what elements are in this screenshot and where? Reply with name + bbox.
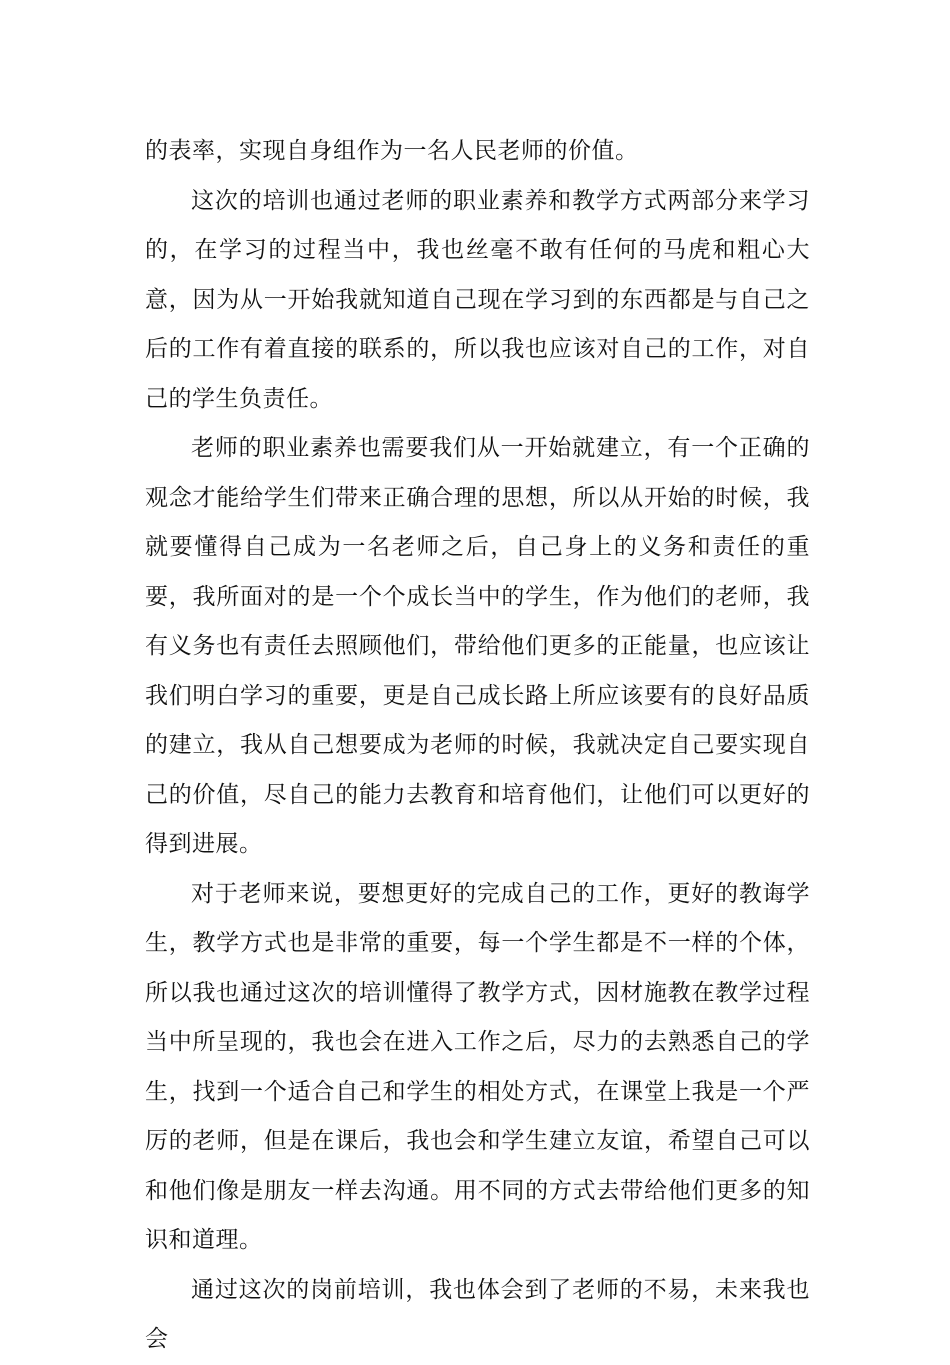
paragraph: 对于老师来说，要想更好的完成自己的工作，更好的教诲学生，教学方式也是非常的重要，每一个学生都是不一样的个体，所以我也通过这次的培训懂得了教学方式，因材施教在教学过程当中所呈现的，我也会在进入工作之后，尽力的去熟悉自己的学生，找到一个适合自己和学生的相处方式，在课堂上我是一个严厉的老师，但是在课后，我也会和学生建立友谊，希望自己可以和他们像是朋友一样去沟通。用不同的方式去带给他们更多的知识和道理。 [145,880,810,1253]
paragraph: 这次的培训也通过老师的职业素养和教学方式两部分来学习的，在学习的过程当中，我也丝毫不敢有任何的马虎和粗心大意，因为从一开始我就知道自己现在学习到的东西都是与自己之后的工作有着直接的联系的，所以我也应该对自己的工作，对自己的学生负责任。 [145,187,810,412]
document-body [145,127,810,1365]
paragraph: 通过这次的岗前培训，我也体会到了老师的不易，未来我也会 [145,1276,810,1352]
paragraph: 的表率，实现自身组作为一名人民老师的价值。 [145,138,639,164]
paragraph: 老师的职业素养也需要我们从一开始就建立，有一个正确的观念才能给学生们带来正确合理的思想，所以从开始的时候，我就要懂得自己成为一名老师之后，自己身上的义务和责任的重要，我所面对的是一个个成长当中的学生，作为他们的老师，我有义务也有责任去照顾他们，带给他们更多的正能量，也应该让我们明白学习的重要，更是自己成长路上所应该要有的良好品质的建立，我从自己想要成为老师的时候，我就决定自己要实现自己的价值，尽自己的能力去教育和培育他们，让他们可以更好的得到进展。 [145,435,810,857]
